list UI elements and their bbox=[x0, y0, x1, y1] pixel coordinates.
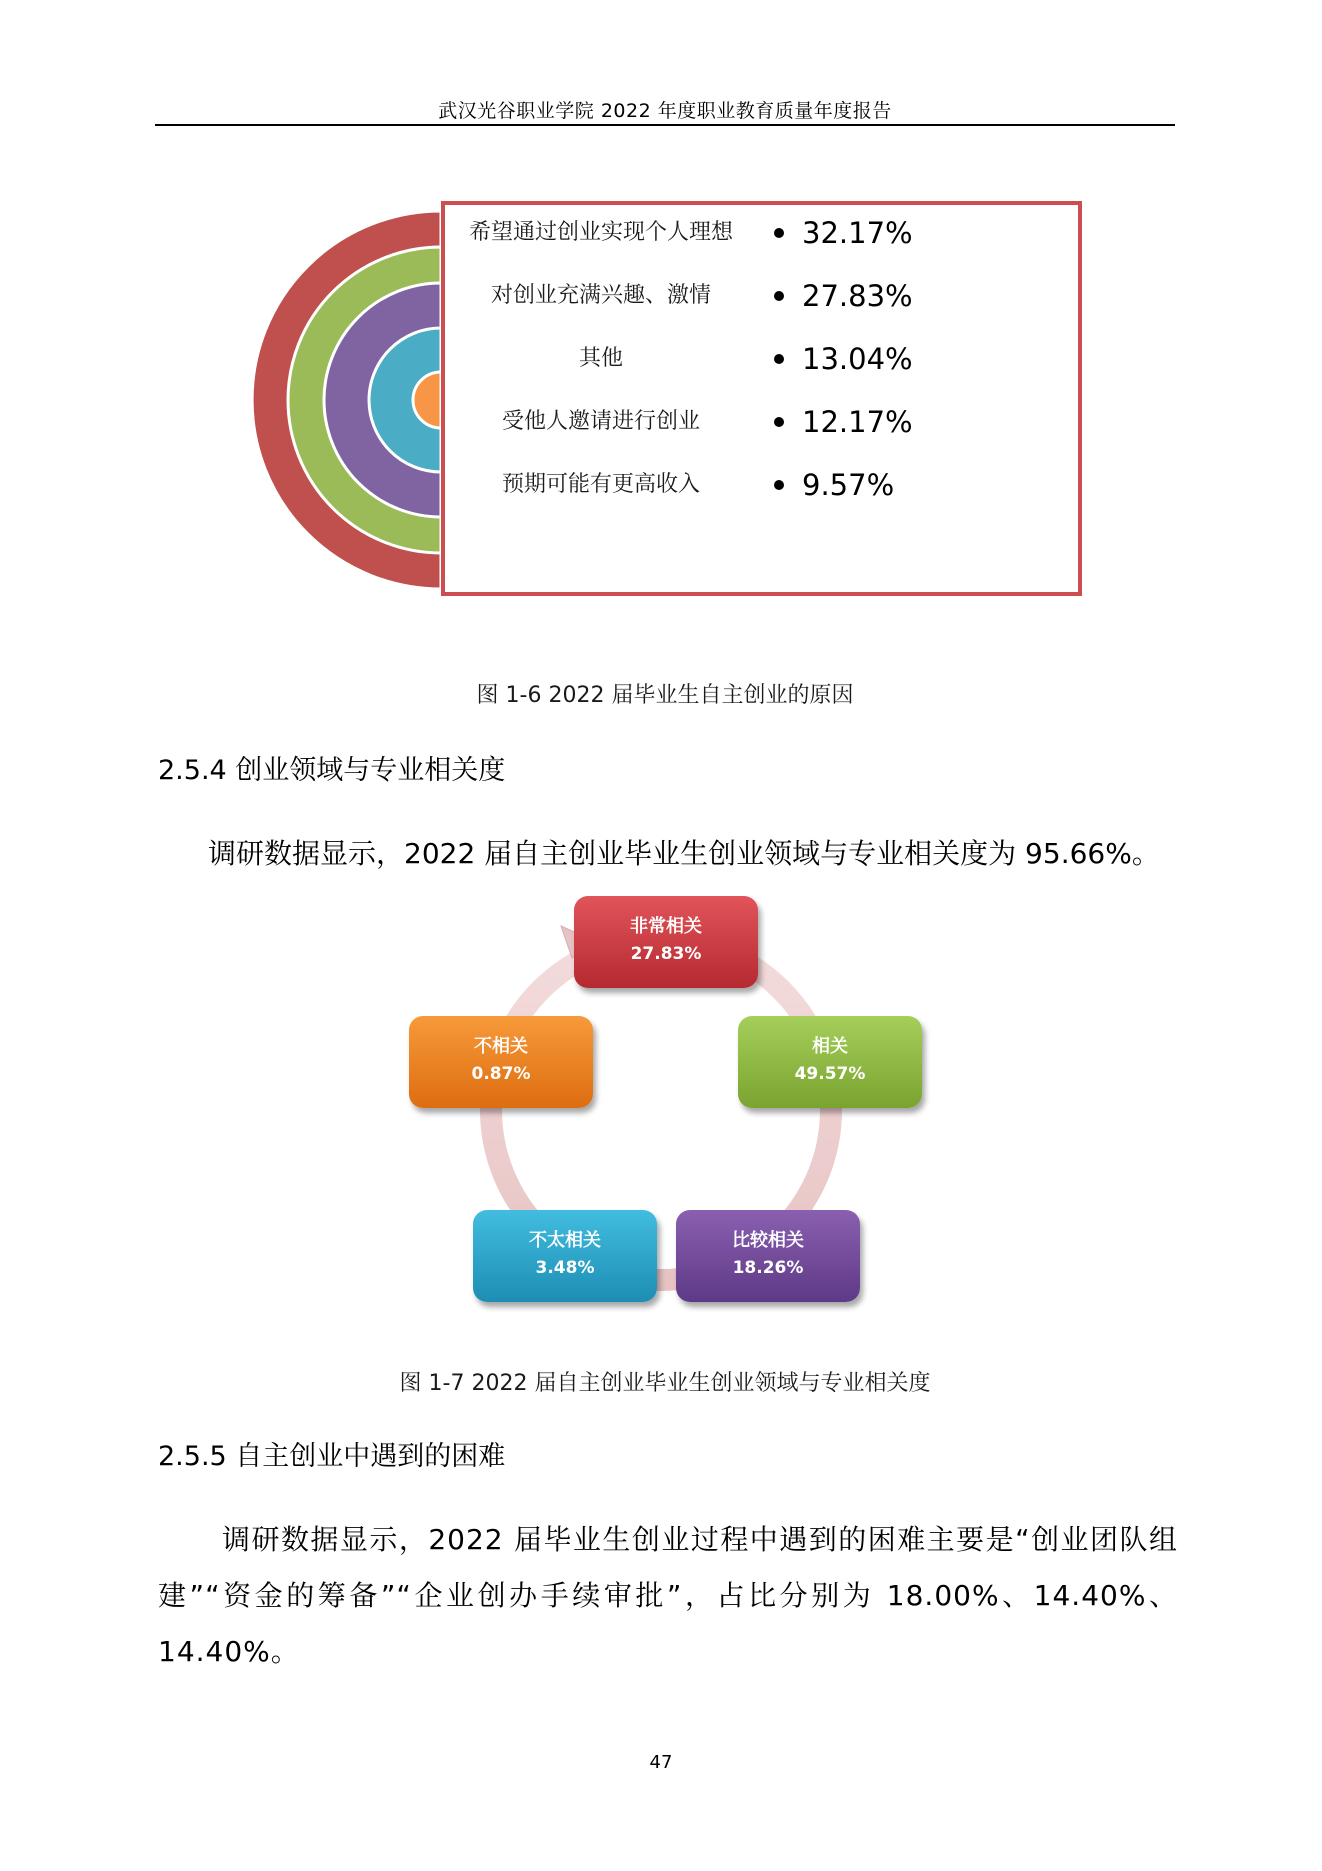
reason-label: 对创业充满兴趣、激情 bbox=[490, 283, 711, 308]
paragraph-2-5-4: 调研数据显示，2022 届自主创业毕业生创业领域与专业相关度为 95.66%。 bbox=[208, 837, 1160, 870]
node-label: 比较相关 bbox=[732, 1230, 804, 1251]
node-label: 不相关 bbox=[474, 1036, 528, 1057]
bullet-icon bbox=[774, 417, 784, 427]
reason-row-interest bbox=[441, 268, 1091, 324]
reason-value: 13.04% bbox=[802, 342, 913, 376]
reason-value: 12.17% bbox=[802, 405, 913, 439]
node-unrelated bbox=[409, 1016, 593, 1108]
node-value: 0.87% bbox=[471, 1064, 531, 1084]
reason-label: 希望通过创业实现个人理想 bbox=[468, 220, 733, 245]
figure-1-6-caption: 图 1-6 2022 届毕业生自主创业的原因 bbox=[476, 683, 854, 708]
section-heading-2-5-5: 2.5.5 自主创业中遇到的困难 bbox=[158, 1441, 506, 1472]
node-label: 不太相关 bbox=[529, 1230, 601, 1251]
reason-row-invited bbox=[441, 394, 1091, 450]
reason-label: 预期可能有更高收入 bbox=[501, 472, 700, 497]
bullet-icon bbox=[774, 354, 784, 364]
section-heading-2-5-4: 2.5.4 创业领域与专业相关度 bbox=[158, 755, 506, 786]
node-related bbox=[738, 1016, 922, 1108]
bullet-icon bbox=[774, 228, 784, 238]
node-label: 非常相关 bbox=[630, 916, 702, 937]
reason-label: 其他 bbox=[578, 346, 623, 371]
paragraph-2-5-5: 调研数据显示，2022 届毕业生创业过程中遇到的困难主要是“创业团队组建”“资金的筹备”“企业创办手续审批”，占比分别为 18.00%、14.40%、14.40%。 bbox=[158, 1523, 1178, 1668]
node-somewhat-related bbox=[676, 1210, 860, 1302]
node-little-related bbox=[473, 1210, 657, 1302]
reason-value: 32.17% bbox=[802, 216, 913, 250]
node-value: 18.26% bbox=[732, 1258, 804, 1278]
reason-row-income bbox=[441, 457, 1091, 513]
page-number: 47 bbox=[649, 1752, 673, 1773]
running-header: 武汉光谷职业学院 2022 年度职业教育质量年度报告 bbox=[438, 100, 892, 122]
node-value: 27.83% bbox=[630, 944, 702, 964]
reason-value: 9.57% bbox=[802, 468, 895, 502]
node-value: 49.57% bbox=[794, 1064, 866, 1084]
bullet-icon bbox=[774, 291, 784, 301]
figure-1-7-caption: 图 1-7 2022 届自主创业毕业生创业领域与专业相关度 bbox=[399, 1371, 931, 1396]
reason-label: 受他人邀请进行创业 bbox=[501, 409, 700, 434]
reason-row-other bbox=[441, 331, 1091, 387]
node-very-related bbox=[574, 896, 758, 988]
bullet-icon bbox=[774, 480, 784, 490]
node-label: 相关 bbox=[812, 1036, 848, 1057]
node-value: 3.48% bbox=[535, 1258, 595, 1278]
reason-row-ideal bbox=[441, 205, 1091, 261]
reason-value: 27.83% bbox=[802, 279, 913, 313]
